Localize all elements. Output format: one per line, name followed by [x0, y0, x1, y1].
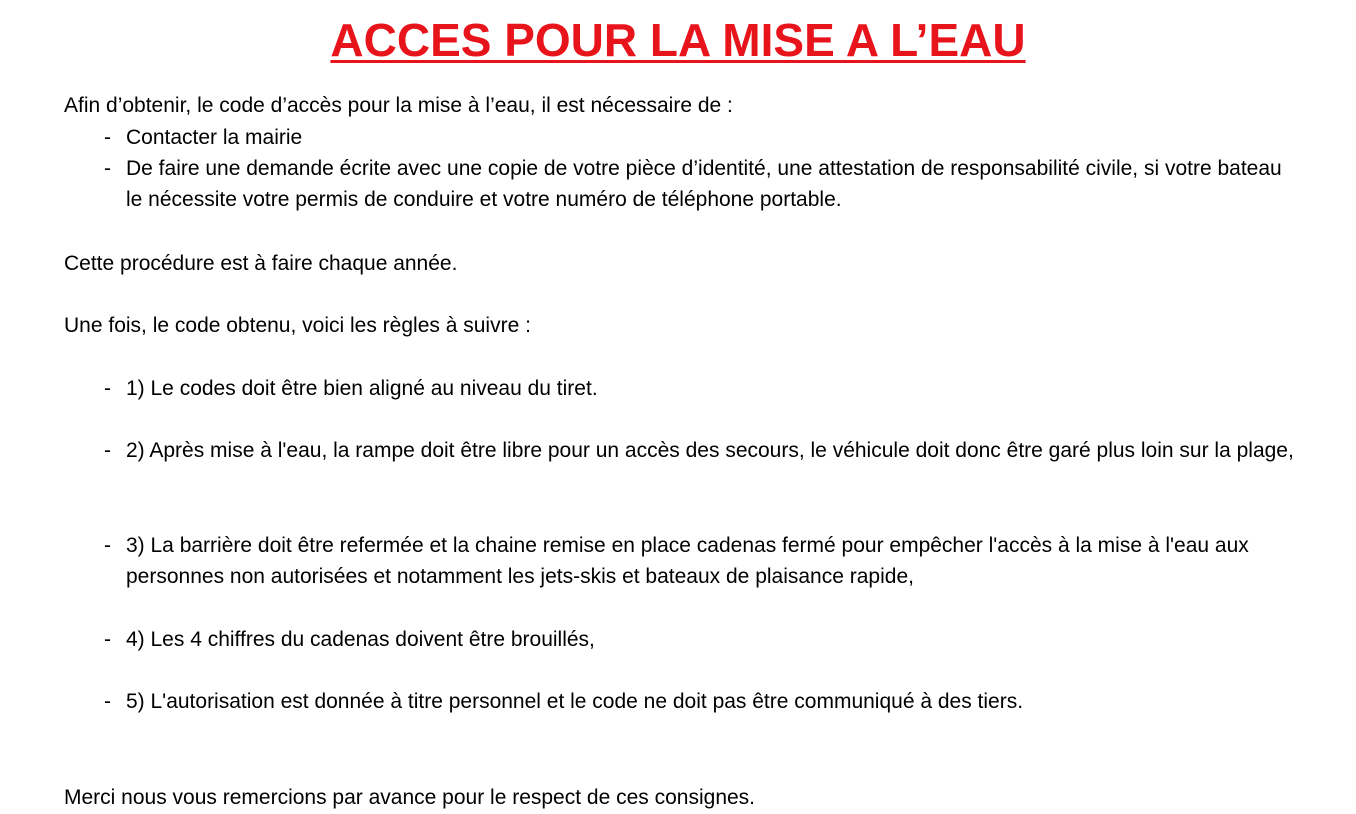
rule-text: 1) Le codes doit être bien aligné au niveau du tiret. — [126, 377, 598, 400]
yearly-note: Cette procédure est à faire chaque année. — [64, 252, 458, 275]
list-dash: - — [104, 377, 111, 400]
list-dash: - — [104, 534, 111, 557]
requirement-item — [104, 153, 1294, 215]
rule-text: 2) Après mise à l'eau, la rampe doit être libre pour un accès des secours, le véhicule doit donc être garé plus loin sur la plage, — [126, 439, 1294, 462]
rule-text: 3) La barrière doit être refermée et la chaine remise en place cadenas fermé pour empêcher l'accès à la mise à l'eau aux personnes non autorisées et notamment les jets-skis et bateaux de plaisance rapide, — [126, 534, 1249, 588]
rule-item — [104, 435, 1294, 466]
list-dash: - — [104, 439, 111, 462]
intro-paragraph: Afin d’obtenir, le code d’accès pour la mise à l’eau, il est nécessaire de : — [64, 94, 733, 117]
page-title-text: ACCES POUR LA MISE A L’EAU — [330, 14, 1026, 66]
list-dash: - — [104, 126, 111, 149]
list-dash: - — [104, 690, 111, 713]
list-dash: - — [104, 157, 111, 180]
requirement-item — [104, 122, 1294, 153]
page-title — [0, 10, 1356, 70]
closing-paragraph: Merci nous vous remercions par avance pour le respect de ces consignes. — [64, 786, 756, 809]
rule-text: 5) L'autorisation est donnée à titre personnel et le code ne doit pas être communiqué à des tiers. — [126, 690, 1024, 713]
rule-item — [104, 624, 1294, 655]
rule-text: 4) Les 4 chiffres du cadenas doivent être brouillés, — [126, 628, 595, 651]
list-dash: - — [104, 628, 111, 651]
rules-intro: Une fois, le code obtenu, voici les règles à suivre : — [64, 314, 531, 337]
requirement-text: De faire une demande écrite avec une copie de votre pièce d’identité, une attestation de responsabilité civile, si votre bateau le nécessite votre permis de conduire et votre numéro de téléphone portable. — [126, 157, 1282, 211]
rule-item — [104, 686, 1294, 717]
rule-item — [104, 530, 1294, 592]
rule-item — [104, 373, 1294, 404]
requirement-text: Contacter la mairie — [126, 126, 303, 149]
